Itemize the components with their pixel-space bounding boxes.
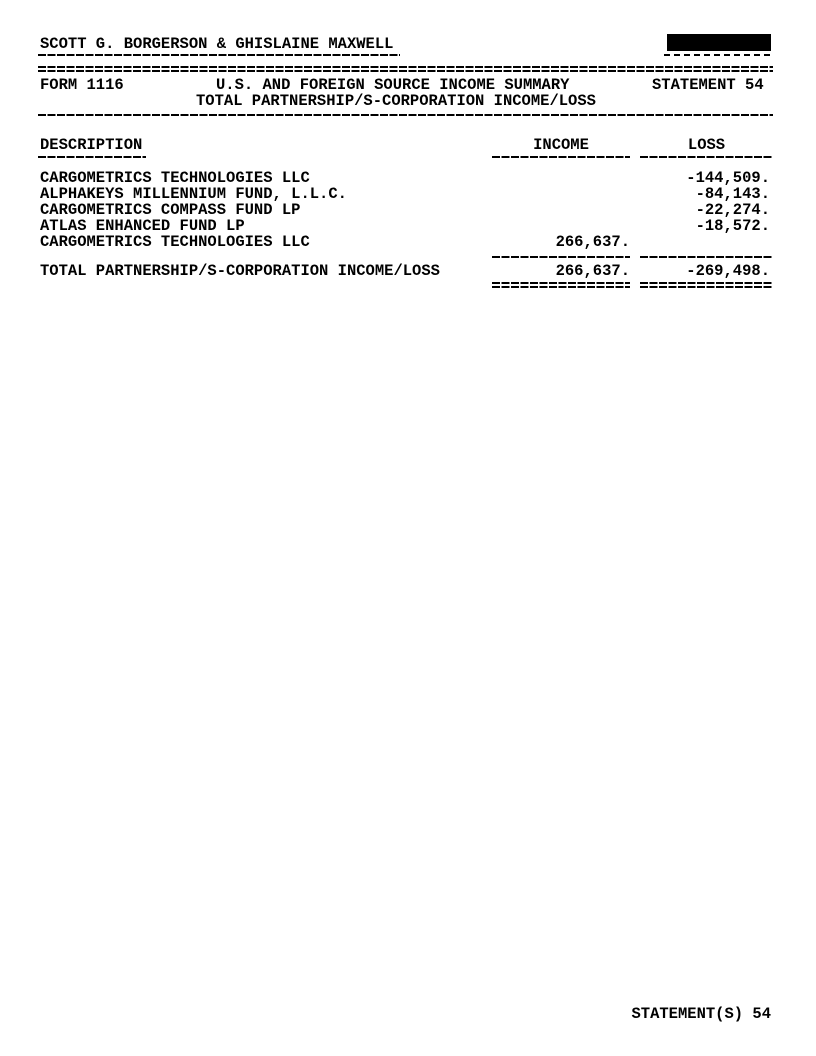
- column-header-loss: LOSS: [687, 136, 726, 154]
- form-label: FORM 1116: [40, 76, 124, 94]
- loss-total-double-rule-line1: [640, 282, 773, 284]
- income-total-double-rule-line2: [492, 286, 630, 288]
- loss-header-underline: [640, 156, 773, 158]
- taxpayer-name-underline: [38, 54, 400, 56]
- footer-statement-label: STATEMENT(S) 54: [631, 1005, 771, 1023]
- total-description: TOTAL PARTNERSHIP/S-CORPORATION INCOME/LOSS: [40, 262, 440, 280]
- taxpayer-name: SCOTT G. BORGERSON & GHISLAINE MAXWELL: [40, 35, 394, 53]
- row-income: 266,637.: [555, 233, 630, 251]
- single-rule-under-title: [38, 114, 773, 116]
- column-header-description: DESCRIPTION: [40, 136, 143, 154]
- income-subtotal-rule: [492, 256, 630, 258]
- loss-subtotal-rule: [640, 256, 773, 258]
- total-loss: -269,498.: [686, 262, 770, 280]
- row-description: CARGOMETRICS COMPASS FUND LP: [40, 201, 301, 219]
- row-description: CARGOMETRICS TECHNOLOGIES LLC: [40, 233, 310, 251]
- total-income: 266,637.: [555, 262, 630, 280]
- table-row: [0, 186, 816, 202]
- redaction-underline: [664, 54, 774, 56]
- row-loss: -84,143.: [695, 185, 770, 203]
- loss-total-double-rule-line2: [640, 286, 773, 288]
- row-description: ATLAS ENHANCED FUND LP: [40, 217, 245, 235]
- statement-title-line1: U.S. AND FOREIGN SOURCE INCOME SUMMARY: [216, 76, 570, 94]
- table-row: [0, 202, 816, 218]
- column-header-income: INCOME: [533, 136, 589, 154]
- description-header-underline: [38, 156, 146, 158]
- statement-number-label: STATEMENT 54: [652, 76, 764, 94]
- row-loss: -144,509.: [686, 169, 770, 187]
- row-description: CARGOMETRICS TECHNOLOGIES LLC: [40, 169, 310, 187]
- row-loss: -18,572.: [695, 217, 770, 235]
- table-row: [0, 234, 816, 250]
- double-rule-top-line1: [38, 66, 773, 68]
- table-total-row: [0, 263, 816, 279]
- table-row: [0, 218, 816, 234]
- row-loss: -22,274.: [695, 201, 770, 219]
- row-description: ALPHAKEYS MILLENNIUM FUND, L.L.C.: [40, 185, 347, 203]
- table-header-row: [0, 137, 816, 153]
- double-rule-top-line2: [38, 70, 773, 72]
- income-total-double-rule-line1: [492, 282, 630, 284]
- table-row: [0, 170, 816, 186]
- income-header-underline: [492, 156, 630, 158]
- redaction-box: [667, 34, 771, 51]
- statement-title-line2: TOTAL PARTNERSHIP/S-CORPORATION INCOME/LOSS: [196, 92, 596, 110]
